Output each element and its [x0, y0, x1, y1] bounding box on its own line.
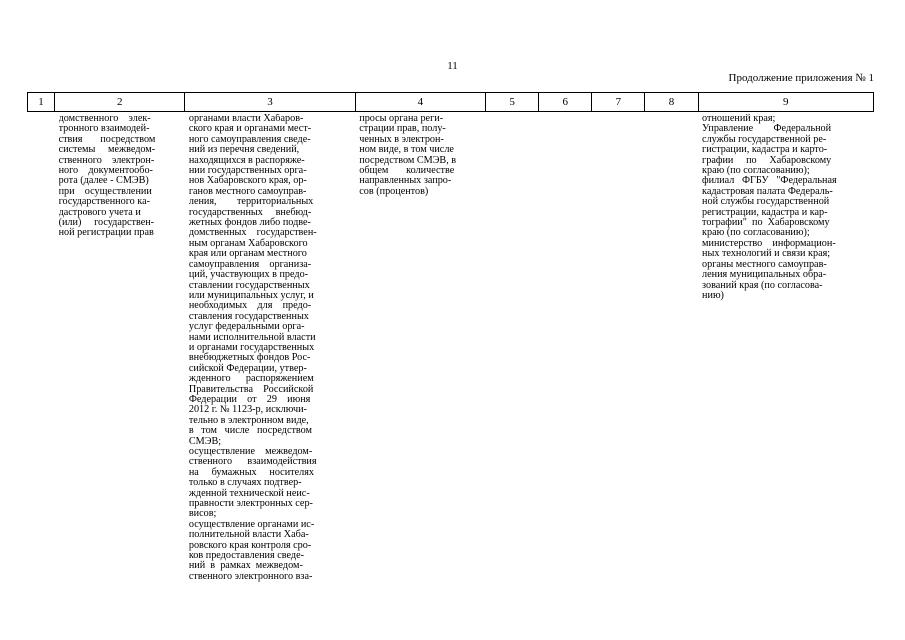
cell-col-3 [185, 112, 355, 583]
cell-text-col-9: отношений края; Управление Федеральной службы государственной ре- гистрации, кадастра и карто- графии по Хабаровскому краю (по согласованию); филиал ФГБУ "Федеральная кадастровая палата Федераль- ной службы государственной регистрации, кадастра и кар- тографии" по Хабаровскому краю (по согласованию); министерство информацион- ных технологий и связи края; органы местного самоуправ- ления муниципальных обра- зований края (по согласова- нию) [702, 114, 837, 301]
continuation-heading: Продолжение приложения № 1 [728, 72, 874, 84]
cell-text-col-4: просы органа реги- страции прав, полу- ченных в электрон- ном виде, в том числе посредством СМЭВ, в общем количестве направленных запро- сов (процентов) [359, 114, 457, 197]
cell-col-9 [698, 112, 873, 583]
column-header-5: 5 [486, 93, 539, 112]
header-row [28, 93, 874, 112]
column-header-3: 3 [185, 93, 355, 112]
cell-text-col-3: органами власти Хабаров- ского края и органами мест- ного самоуправления сведе- ний из перечня сведений, находящихся в распоряже- нии государственных орга- нов Хабаровского края, ор- ганов местного самоуправ- ления, территориальных государственных внебюд- жетных фондов либо подве- домственных государствен- ным органам Хабаровского края или органам местного самоуправления организа- ций, участвующих в предо- ставлении государственных или муниципальных услуг, и необходимых для предо- ставления государственных услуг федеральными орга- нами исполнительной власти и органами государственных внебюджетных фондов Рос- сийской Федерации, утвер- жденного распоряжением Правительства Российской Федерации от 29 июня 2012 г. № 1123-р, исключи- тельно в электронном виде, в том числе посредством СМЭВ; осуществление межведом- ственного взаимодействия на бумажных носителях только в случаях подтвер- жденной технической неис- правности электронных сер- висов; осуществление органами ис- полнительной власти Хаба- ровского края контроля сро- ков предоставления сведе- ний в рамках межведом- ственного электронного вза- [188, 114, 317, 582]
column-header-8: 8 [645, 93, 698, 112]
cell-col-4 [355, 112, 485, 583]
appendix-table [27, 92, 874, 582]
cell-col-1 [28, 112, 55, 583]
cell-col-8 [645, 112, 698, 583]
column-header-1: 1 [28, 93, 55, 112]
table-row [28, 112, 874, 583]
column-header-6: 6 [539, 93, 592, 112]
cell-col-2 [55, 112, 185, 583]
cell-text-col-2: домственного элек- тронного взаимодей- ствия посредством системы межведом- ственного электрон- ного документообо- рота (далее - СМЭВ) при осуществлении государственного ка- дастрового учета и (или) государствен- ной регистрации прав [58, 114, 156, 239]
column-header-2: 2 [55, 93, 185, 112]
column-header-9: 9 [698, 93, 873, 112]
column-header-7: 7 [592, 93, 645, 112]
cell-col-6 [539, 112, 592, 583]
page-number: 11 [447, 60, 458, 72]
cell-col-5 [486, 112, 539, 583]
column-header-4: 4 [355, 93, 485, 112]
cell-col-7 [592, 112, 645, 583]
